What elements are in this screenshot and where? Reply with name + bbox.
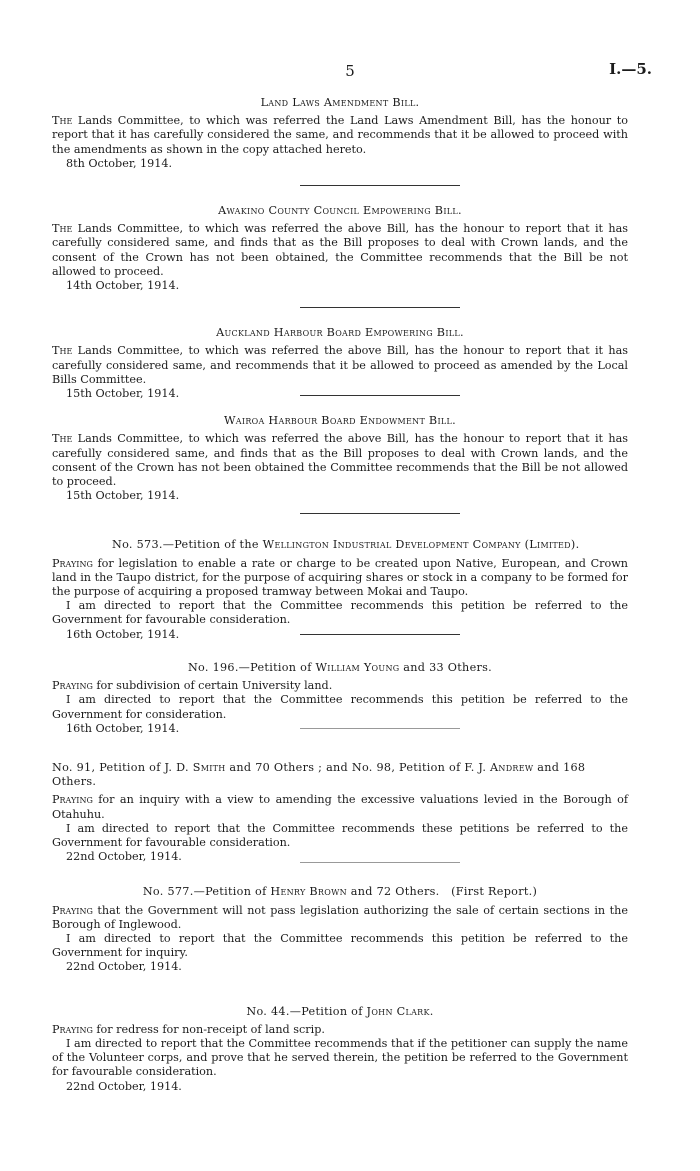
heading-suffix: .	[575, 538, 580, 552]
divider	[300, 395, 460, 396]
bill-report-text	[52, 344, 628, 387]
petition-heading	[52, 661, 628, 675]
petition-196	[52, 661, 628, 736]
report-body: Lands Committee, to which was referred the Land Laws Amendment Bill, has the honour to report that it has carefully considered the same, and recommends that it be allowed to proceed with the amendments as shown in the copy attached hereto.	[52, 114, 628, 156]
document-body	[52, 96, 628, 1094]
bill-report-wairoa	[52, 414, 628, 503]
heading-suffix: .	[429, 1004, 434, 1018]
lead-word: Praying	[52, 556, 93, 570]
lead-word: The	[52, 114, 73, 128]
lead-word: The	[52, 344, 73, 358]
bill-report-auckland	[52, 326, 628, 401]
report-date: 22nd October, 1914.	[66, 850, 182, 864]
report-body: Lands Committee, to which was referred the above Bill, has the honour to report that it has carefully considered same, and recommends that it be allowed to proceed as amended by the Local Bills Committee.	[52, 344, 628, 386]
lead-word: Praying	[52, 793, 93, 807]
heading-prefix: No. 577.—Petition of	[142, 885, 271, 899]
divider	[300, 307, 460, 308]
heading-suffix: and 33 Others.	[399, 660, 493, 674]
report-date: 15th October, 1914.	[66, 489, 180, 503]
lead-word: Praying	[52, 679, 93, 693]
page-number: 5	[345, 62, 355, 80]
petition-prayer	[52, 793, 628, 821]
petition-44	[52, 1005, 628, 1094]
divider	[300, 513, 460, 514]
bill-report-text	[52, 114, 628, 157]
petition-91-98	[52, 761, 628, 864]
report-number: (First Report.)	[451, 885, 538, 899]
bill-heading: Auckland Harbour Board Empowering Bill.	[216, 326, 464, 340]
bill-heading: Wairoa Harbour Board Endowment Bill.	[223, 414, 456, 428]
petitioner-name-2: Andrew	[490, 760, 534, 774]
petition-prayer	[52, 1023, 628, 1037]
petition-573	[52, 538, 628, 641]
petition-report: I am directed to report that the Committee recommends that if the petitioner can supply the name of the Volunteer corps, and prove that he served therein, the petition be referred to the Government for favourable consideration.	[52, 1036, 628, 1079]
prayer-body: for an inquiry with a view to amending the excessive valuations levied in the Borough of Otahuhu.	[52, 793, 628, 821]
prayer-body: for legislation to enable a rate or charge to be created upon Native, European, and Crown land in the Taupo district, for the purpose of acquiring shares or stock in a company to be formed for the purpose of acquiring a proposed tramway between Mokai and Taupo.	[52, 556, 628, 599]
heading-suffix: and 168 Others.	[52, 760, 586, 789]
report-date: 22nd October, 1914.	[66, 960, 182, 974]
heading-prefix: No. 91, Petition of J. D.	[52, 760, 193, 774]
report-date: 14th October, 1914.	[66, 279, 180, 293]
report-body: Lands Committee, to which was referred the above Bill, has the honour to report that it has carefully considered same, and finds that as the Bill proposes to deal with Crown lands, and the consent of the Crown has not been obtained the Committee recommends that the Bill be not allowed to proceed.	[52, 432, 628, 489]
divider	[300, 728, 460, 729]
divider	[300, 634, 460, 635]
petition-report: I am directed to report that the Committee recommends this petition be referred to the Government for consideration.	[52, 693, 628, 721]
petition-heading	[52, 761, 628, 789]
bill-heading: Land Laws Amendment Bill.	[260, 96, 420, 109]
page-reference: I.—5.	[609, 60, 652, 78]
petition-heading	[52, 1005, 628, 1019]
petitioner-name: Smith	[192, 760, 226, 774]
petition-prayer	[52, 679, 628, 693]
bill-report-awakino	[52, 204, 628, 293]
heading-prefix: No. 196.—Petition of	[187, 660, 316, 674]
spacer	[52, 975, 628, 1005]
report-date: 22nd October, 1914.	[66, 1079, 182, 1093]
report-date: 16th October, 1914.	[66, 627, 180, 641]
petition-prayer	[52, 557, 628, 600]
lead-word: Praying	[52, 903, 93, 917]
bill-heading: Awakino County Council Empowering Bill.	[218, 204, 462, 218]
prayer-body: that the Government will not pass legislation authorizing the sale of certain sections in the Borough of Inglewood.	[52, 903, 628, 931]
petitioner-name: William Young	[315, 660, 400, 674]
heading-suffix: and 72 Others.	[346, 885, 440, 899]
report-body: Lands Committee, to which was referred the above Bill, has the honour to report that it has carefully considered same, and finds that as the Bill proposes to deal with Crown lands, and the consent of the Crown has not been obtained, the Committee recommends that the Bill be not allowed to proceed.	[52, 222, 628, 278]
lead-word: Praying	[52, 1022, 93, 1036]
petition-577	[52, 885, 628, 974]
heading-middle: and 70 Others ; and No. 98, Petition of F. J.	[225, 760, 491, 774]
bill-report-land-laws	[52, 96, 628, 171]
petition-report: I am directed to report that the Committee recommends this petition be referred to the Government for inquiry.	[52, 931, 628, 960]
petition-report: I am directed to report that the Committee recommends this petition be referred to the Government for favourable consideration.	[52, 599, 628, 627]
bill-report-text	[52, 222, 628, 279]
petition-heading	[52, 538, 628, 552]
petition-heading	[52, 885, 628, 899]
petition-report: I am directed to report that the Committee recommends these petitions be referred to the Government for favourable consideration.	[52, 821, 628, 849]
heading-prefix: No. 573.—Petition of the	[112, 538, 263, 552]
prayer-body: for redress for non-receipt of land scrip.	[92, 1022, 325, 1036]
bill-report-text	[52, 432, 628, 489]
divider	[300, 862, 460, 863]
petitioner-name: John Clark	[366, 1004, 430, 1018]
divider	[300, 185, 460, 186]
lead-word: The	[52, 222, 73, 236]
heading-prefix: No. 44.—Petition of	[246, 1004, 367, 1018]
petitioner-name: Wellington Industrial Development Company (Limited)	[262, 538, 576, 552]
petitioner-name: Henry Brown	[270, 885, 347, 899]
lead-word: The	[52, 432, 73, 446]
report-date: 8th October, 1914.	[66, 156, 173, 170]
report-date: 16th October, 1914.	[66, 721, 180, 735]
report-date: 15th October, 1914.	[66, 387, 180, 401]
petition-prayer	[52, 904, 628, 932]
prayer-body: for subdivision of certain University land.	[92, 679, 333, 693]
